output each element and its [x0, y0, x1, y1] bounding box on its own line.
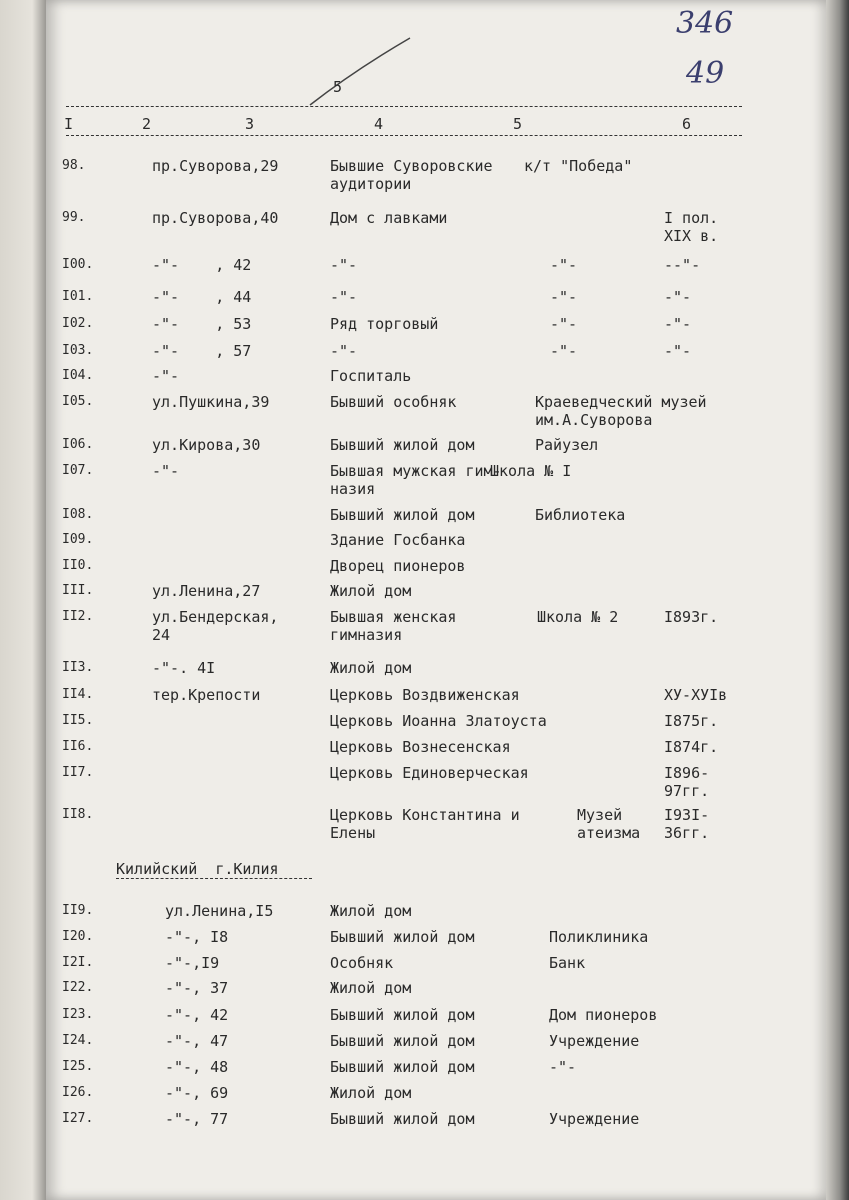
cell-n: II9.: [62, 903, 94, 918]
col-header-5: 5: [513, 115, 523, 133]
cell-c5: Школа № I: [490, 462, 572, 480]
cell-c3: -"- , 53: [152, 315, 252, 333]
cell-c3: ул.Кирова,30: [152, 436, 261, 454]
cell-c4: Госпиталь: [330, 367, 412, 385]
cell-n: I02.: [62, 316, 94, 331]
cell-n: I06.: [62, 437, 94, 452]
cell-c5: Музей атеизма: [577, 806, 641, 842]
cell-c3: -"- , 44: [152, 288, 252, 306]
cell-n: I22.: [62, 980, 94, 995]
cell-c5: -"-: [550, 342, 578, 360]
header-rule-bottom: [66, 135, 742, 136]
cell-n: I07.: [62, 463, 94, 478]
cell-c3: -"-, 77: [165, 1110, 229, 1128]
col-header-4: 4: [374, 115, 384, 133]
cell-c6: -"-: [664, 315, 692, 333]
cell-n: II7.: [62, 765, 94, 780]
cell-c6: I пол. XIX в.: [664, 209, 719, 245]
cell-n: I03.: [62, 343, 94, 358]
cell-c4: Бывший жилой дом: [330, 928, 475, 946]
cell-c5: к/т "Победа": [524, 157, 633, 175]
cell-c3: -"-,I9: [165, 954, 220, 972]
cell-c5: Школа № 2: [537, 608, 619, 626]
cell-c6: ХУ-ХУIв: [664, 686, 728, 704]
cell-c4: -"-: [330, 342, 358, 360]
cell-c3: ул.Пушкина,39: [152, 393, 270, 411]
cell-c4: Дом с лавками: [330, 209, 448, 227]
cell-n: II0.: [62, 558, 94, 573]
cell-c3: -"-: [152, 462, 180, 480]
cell-c3: -"-, 69: [165, 1084, 229, 1102]
cell-c5: Банк: [549, 954, 586, 972]
cell-c3: -"-, 42: [165, 1006, 229, 1024]
cell-c3: -"-, 47: [165, 1032, 229, 1050]
cell-n: I24.: [62, 1033, 94, 1048]
col-header-6: 6: [682, 115, 692, 133]
cell-n: III.: [62, 583, 94, 598]
cell-c3: -"-, 37: [165, 979, 229, 997]
cell-c4: -"-: [330, 288, 358, 306]
cell-c4: Жилой дом: [330, 659, 412, 677]
cell-c6: I93I- 36гг.: [664, 806, 710, 842]
cell-c4: Жилой дом: [330, 582, 412, 600]
cell-n: I08.: [62, 507, 94, 522]
cell-c3: -"- , 57: [152, 342, 252, 360]
cell-n: I20.: [62, 929, 94, 944]
cell-c5: Учреждение: [549, 1032, 640, 1050]
cell-n: II8.: [62, 807, 94, 822]
cell-n: I05.: [62, 394, 94, 409]
cell-c6: I896- 97гг.: [664, 764, 710, 800]
col-header-2: 2: [142, 115, 152, 133]
page-number: 49: [686, 56, 725, 91]
cell-c4: Жилой дом: [330, 979, 412, 997]
cell-c5: Райузел: [535, 436, 599, 454]
cell-c5: Краеведческий музей им.А.Суворова: [535, 393, 707, 429]
cell-c5: -"-: [550, 288, 578, 306]
cell-n: II6.: [62, 739, 94, 754]
cell-c6: I874г.: [664, 738, 719, 756]
cell-c3: ул.Ленина,I5: [165, 902, 274, 920]
cell-c4: Церковь Воздвиженская: [330, 686, 520, 704]
cell-c3: -"-, 48: [165, 1058, 229, 1076]
col-header-1: I: [64, 115, 74, 133]
cell-c4: Церковь Вознесенская: [330, 738, 511, 756]
cell-c4: Бывший жилой дом: [330, 1058, 475, 1076]
cell-n: 98.: [62, 158, 86, 173]
cell-c5: Дом пионеров: [549, 1006, 658, 1024]
cell-c5: Поликлиника: [549, 928, 649, 946]
cell-c4: Бывшие Суворовские аудитории: [330, 157, 493, 193]
cell-c4: Бывший жилой дом: [330, 1110, 475, 1128]
cell-c4: Бывший жилой дом: [330, 1006, 475, 1024]
cell-c6: I893г.: [664, 608, 719, 626]
cell-c3: пр.Суворова,29: [152, 157, 279, 175]
cell-c4: -"-: [330, 256, 358, 274]
cell-c4: Дворец пионеров: [330, 557, 466, 575]
cell-c4: Церковь Иоанна Златоуста: [330, 712, 547, 730]
cell-c4: Жилой дом: [330, 902, 412, 920]
cell-n: I09.: [62, 532, 94, 547]
cell-n: I2I.: [62, 955, 94, 970]
cell-c4: Бывший жилой дом: [330, 506, 475, 524]
cell-c6: -"-: [664, 342, 692, 360]
section-underline: [116, 878, 312, 879]
cell-n: I23.: [62, 1007, 94, 1022]
cell-c5: -"-: [549, 1058, 577, 1076]
cell-c4: Бывший особняк: [330, 393, 457, 411]
cell-c4: Бывший жилой дом: [330, 1032, 475, 1050]
cell-c5: Библиотека: [535, 506, 626, 524]
header-col5-top: 5: [333, 78, 343, 96]
cell-c6: I875г.: [664, 712, 719, 730]
cell-c4: Ряд торговый: [330, 315, 439, 333]
cell-c4: Здание Госбанка: [330, 531, 466, 549]
cell-c3: пр.Суворова,40: [152, 209, 279, 227]
cell-n: II5.: [62, 713, 94, 728]
cell-c5: -"-: [550, 315, 578, 333]
col-header-3: 3: [245, 115, 255, 133]
cell-c4: Бывшая женская гимназия: [330, 608, 457, 644]
cell-n: I26.: [62, 1085, 94, 1100]
cell-n: I25.: [62, 1059, 94, 1074]
pencil-stroke: [300, 30, 420, 110]
cell-c4: Бывший жилой дом: [330, 436, 475, 454]
cell-c6: --"-: [664, 256, 701, 274]
cell-n: I01.: [62, 289, 94, 304]
cell-c3: -"-, I8: [165, 928, 229, 946]
cell-n: 99.: [62, 210, 86, 225]
cell-n: I00.: [62, 257, 94, 272]
cell-n: I04.: [62, 368, 94, 383]
cell-n: II2.: [62, 609, 94, 624]
cell-c4: Жилой дом: [330, 1084, 412, 1102]
cell-c6: -"-: [664, 288, 692, 306]
cell-c4: Бывшая мужская гим- назия: [330, 462, 502, 498]
cell-n: II4.: [62, 687, 94, 702]
cell-c3: -"- , 42: [152, 256, 252, 274]
adjacent-page-edge: [0, 0, 46, 1200]
binding-edge: [826, 0, 849, 1200]
cell-c5: Учреждение: [549, 1110, 640, 1128]
cell-c5: -"-: [550, 256, 578, 274]
cell-c3: тер.Крепости: [152, 686, 261, 704]
cell-c3: -"-: [152, 367, 180, 385]
header-rule-top: [66, 106, 742, 107]
cell-c3: ул.Ленина,27: [152, 582, 261, 600]
archive-number: 346: [676, 6, 734, 41]
cell-c3: ул.Бендерская, 24: [152, 608, 279, 644]
cell-c3: -"-. 4I: [152, 659, 216, 677]
cell-n: I27.: [62, 1111, 94, 1126]
cell-c4: Особняк: [330, 954, 394, 972]
cell-c4: Церковь Константина и Елены: [330, 806, 520, 842]
section-heading: Килийский г.Килия: [116, 860, 279, 878]
cell-n: II3.: [62, 660, 94, 675]
cell-c4: Церковь Единоверческая: [330, 764, 529, 782]
